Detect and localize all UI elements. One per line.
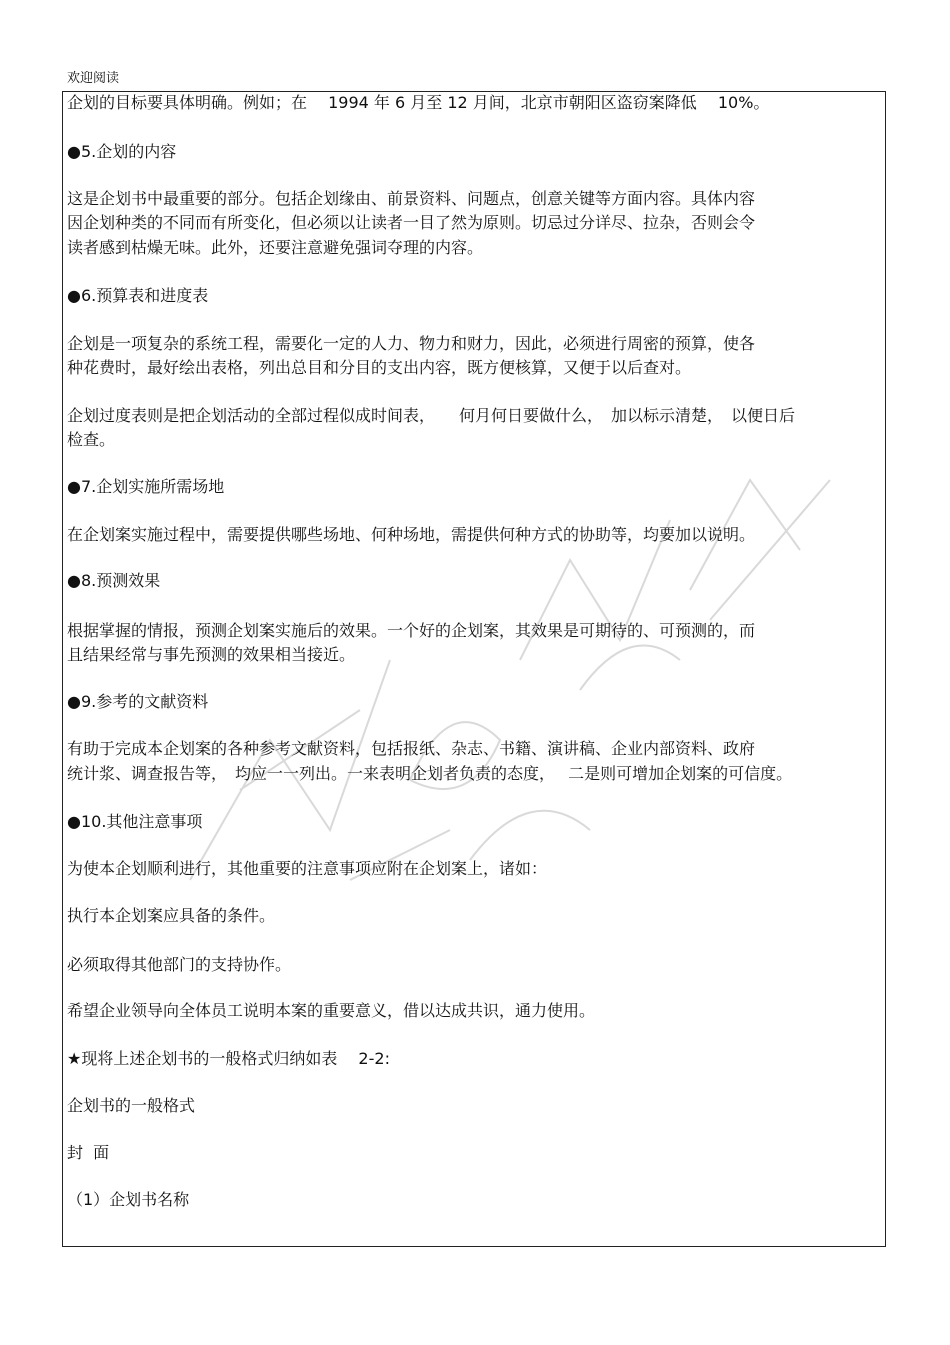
text-line: 封 面 — [67, 1143, 110, 1162]
text-line: 有助于完成本企划案的各种参考文献资料，包括报纸、杂志、书籍、演讲稿、企业内部资料、政府 — [67, 739, 756, 758]
text-line: 读者感到枯燥无味。此外，还要注意避免强词夺理的内容。 — [67, 238, 484, 257]
section-heading: ●6.预算表和进度表 — [67, 286, 209, 305]
section-heading: ●8.预测效果 — [67, 571, 161, 590]
content-frame — [62, 91, 886, 1247]
text-line: ★现将上述企划书的一般格式归纳如表 2-2: — [67, 1049, 390, 1068]
section-heading: ●10.其他注意事项 — [67, 812, 203, 831]
text-line: 这是企划书中最重要的部分。包括企划缘由、前景资料、问题点，创意关键等方面内容。具体内容 — [67, 189, 756, 208]
text-line: 企划过度表则是把企划活动的全部过程似成时间表， 何月何日要做什么， 加以标示清楚， 以便日后 — [67, 406, 796, 425]
page-header-text: 欢迎阅读 — [67, 71, 120, 86]
text-line: 企划书的一般格式 — [67, 1096, 196, 1115]
text-line: 种花费时，最好绘出表格，列出总目和分目的支出内容，既方便核算，又便于以后查对。 — [67, 358, 692, 377]
section-heading: ●5.企划的内容 — [67, 142, 177, 161]
text-line: 因企划种类的不同而有所变化，但必须以让读者一目了然为原则。切忌过分详尽、拉杂，否则会令 — [67, 213, 756, 232]
text-line: 企划是一项复杂的系统工程，需要化一定的人力、物力和财力，因此，必须进行周密的预算，使各 — [67, 334, 756, 353]
section-heading: ●9.参考的文献资料 — [67, 692, 209, 711]
text-line: 且结果经常与事先预测的效果相当接近。 — [67, 645, 356, 664]
text-line: 必须取得其他部门的支持协作。 — [67, 955, 292, 974]
text-line: 执行本企划案应具备的条件。 — [67, 906, 276, 925]
section-heading: ●7.企划实施所需场地 — [67, 477, 225, 496]
text-line: 根据掌握的情报，预测企划案实施后的效果。一个好的企划案，其效果是可期待的、可预测的，而 — [67, 621, 756, 640]
text-line: 在企划案实施过程中，需要提供哪些场地、何种场地，需提供何种方式的协助等，均要加以说明。 — [67, 525, 756, 544]
text-line: 企划的目标要具体明确。例如；在 1994 年 6 月至 12 月间，北京市朝阳区盗窃案降低 10%。 — [67, 93, 770, 112]
text-line: 为使本企划顺利进行，其他重要的注意事项应附在企划案上，诸如： — [67, 859, 548, 878]
text-line: 检查。 — [67, 430, 116, 449]
text-line: （1）企划书名称 — [67, 1190, 190, 1209]
text-line: 统计浆、调查报告等， 均应一一列出。一来表明企划者负责的态度， 二是则可增加企划案的可信度。 — [67, 764, 793, 783]
text-line: 希望企业领导向全体员工说明本案的重要意义，借以达成共识，通力使用。 — [67, 1001, 596, 1020]
